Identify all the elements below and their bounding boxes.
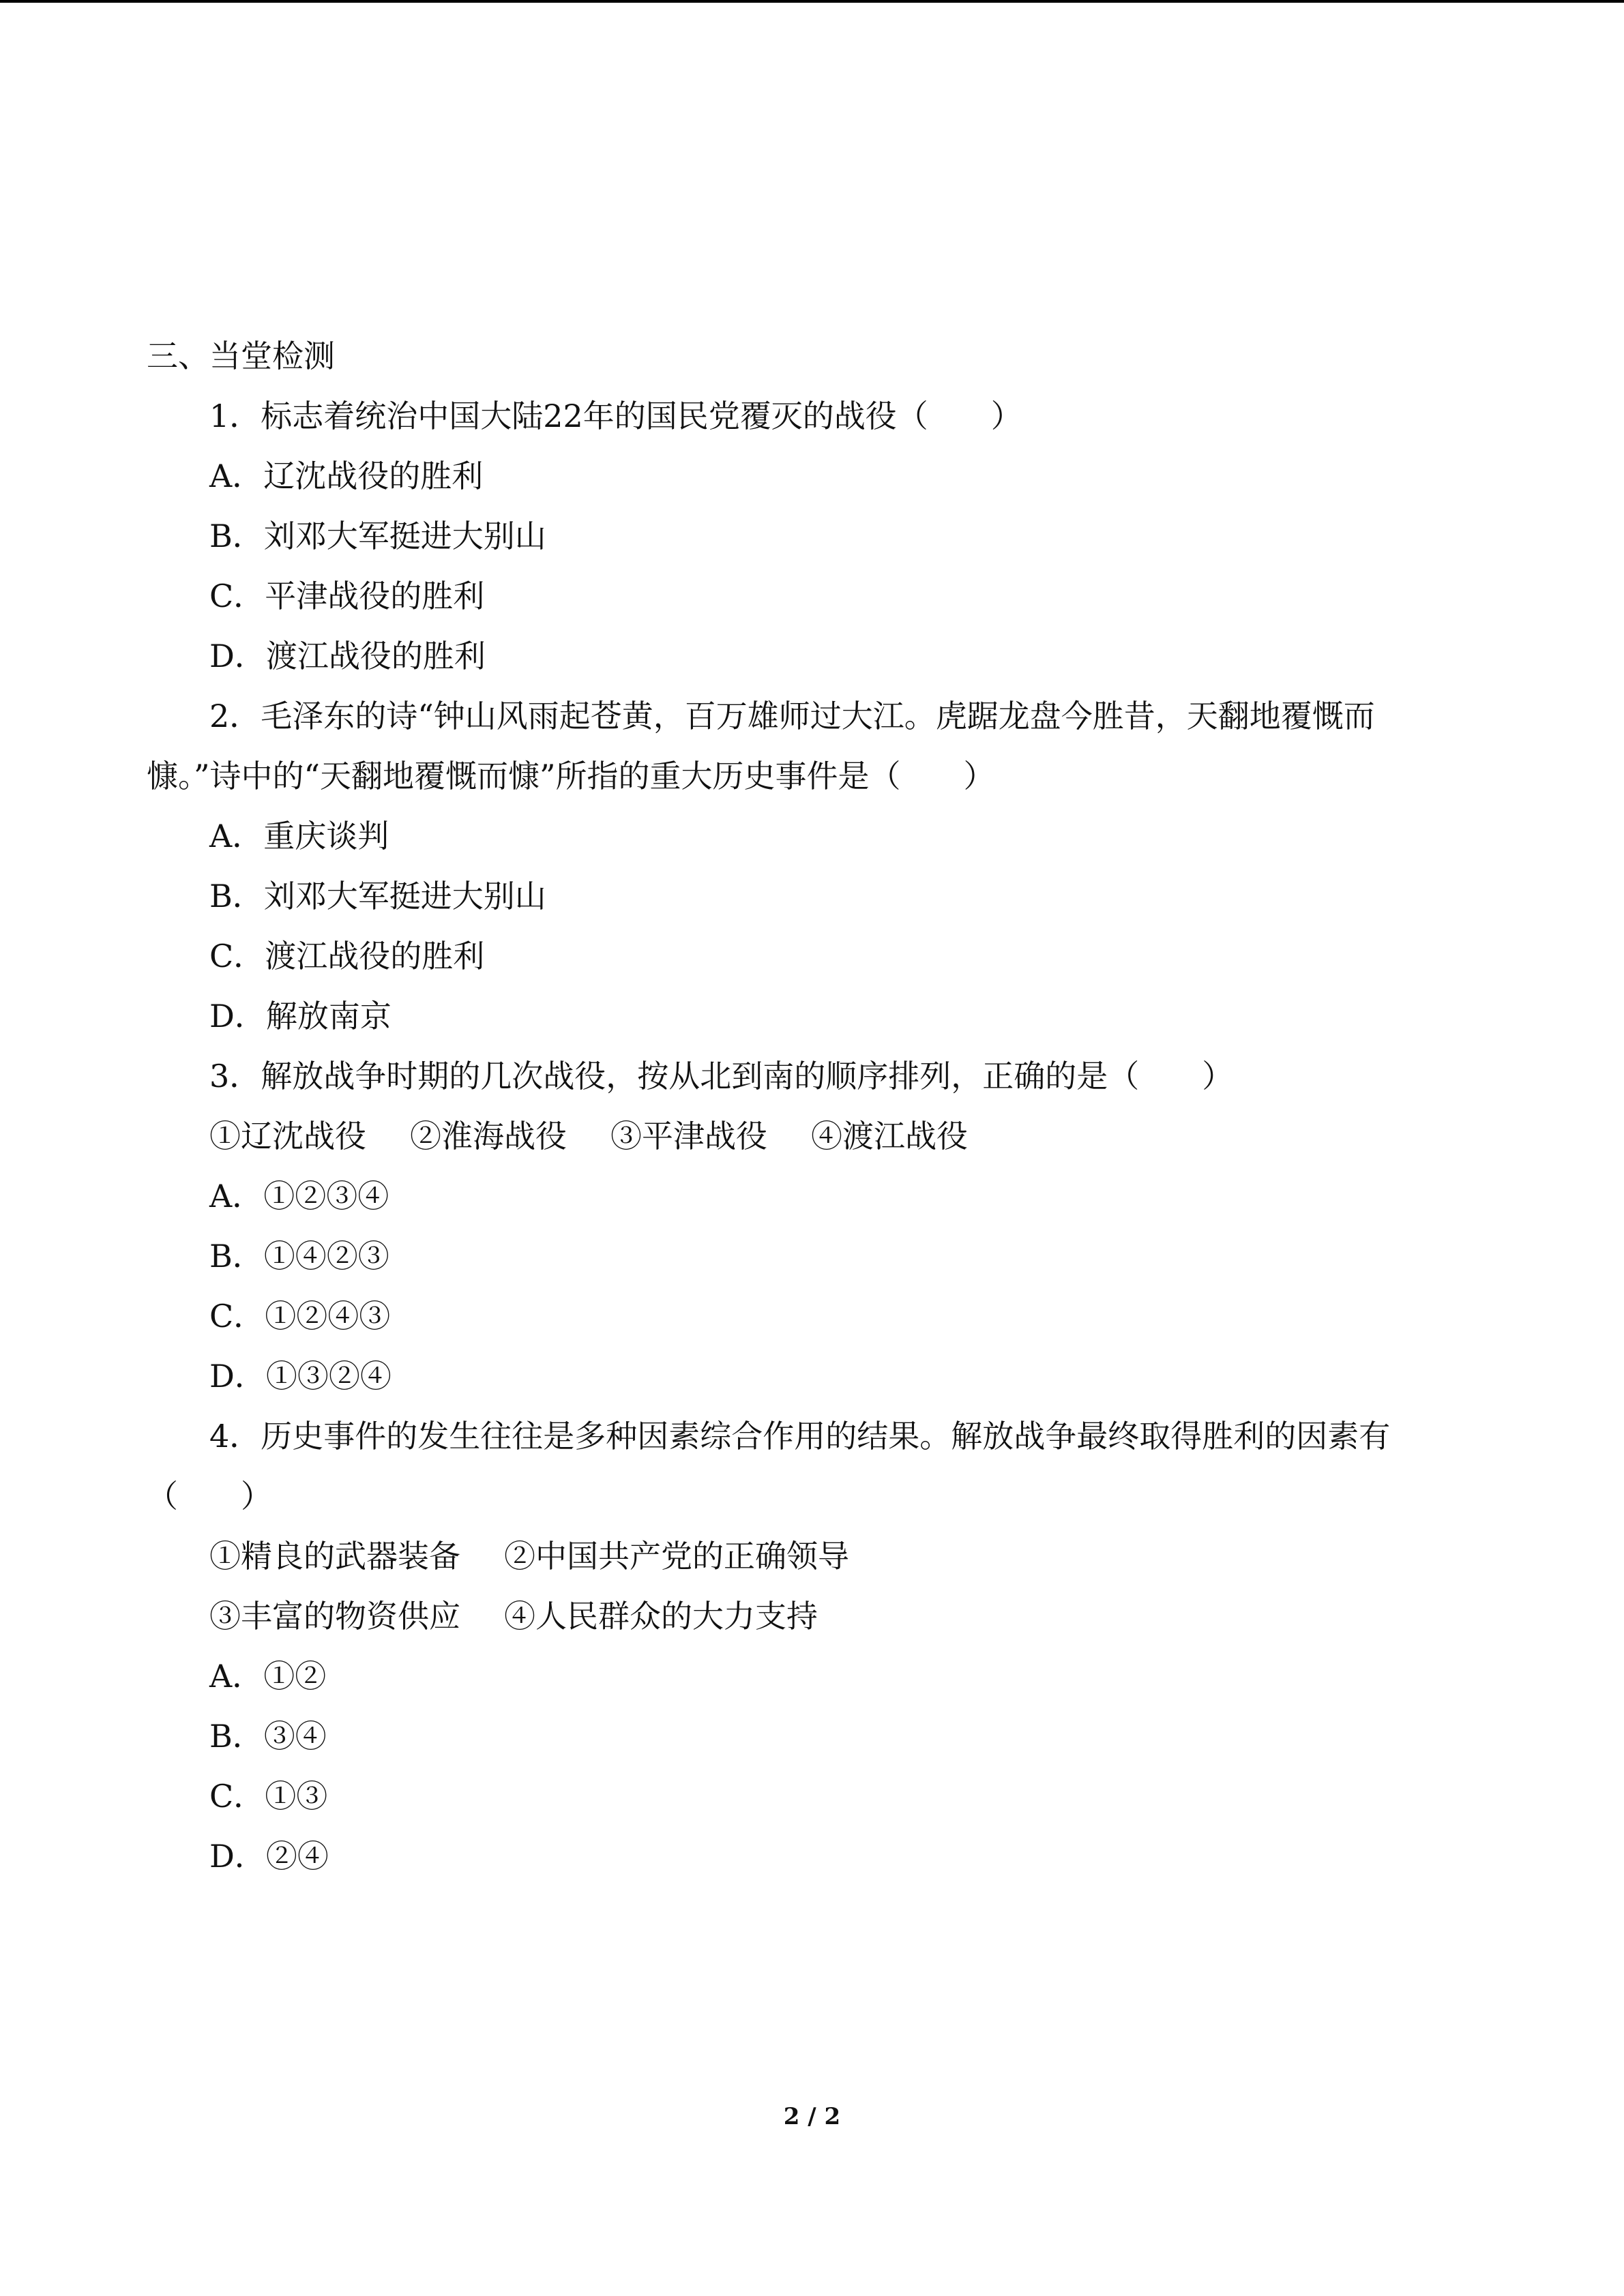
document-body: [147, 326, 1443, 1886]
question-item: ③丰富的物资供应: [209, 1598, 460, 1635]
question-stem: 2．毛泽东的诗“钟山风雨起苍黄，百万雄师过大江。虎踞龙盘今胜昔，天翻地覆慨而: [209, 698, 1375, 734]
answer-option: B．①④②③: [209, 1238, 389, 1274]
answer-option: A．①②③④: [209, 1178, 389, 1214]
question-items: [147, 1106, 1443, 1166]
question-stem-continued: （ ）: [147, 1478, 272, 1515]
question-stem: 1．标志着统治中国大陆22年的国民党覆灭的战役（ ）: [209, 398, 1022, 434]
page-number: 2 / 2: [783, 2103, 841, 2130]
question-1: [147, 386, 1443, 686]
answer-option: C．平津战役的胜利: [209, 578, 485, 614]
answer-option: D．①③②④: [209, 1358, 392, 1395]
question-stem: 4．历史事件的发生往往是多种因素综合作用的结果。解放战争最终取得胜利的因素有: [209, 1418, 1391, 1455]
question-items: [147, 1586, 1443, 1646]
question-3: [147, 1046, 1443, 1406]
section-title: 三、当堂检测: [147, 338, 335, 374]
question-item: ③平津战役: [610, 1118, 767, 1154]
question-stem: 3．解放战争时期的几次战役，按从北到南的顺序排列，正确的是（ ）: [209, 1058, 1234, 1094]
question-2: [147, 686, 1443, 1046]
answer-option: D．渡江战役的胜利: [209, 638, 486, 674]
answer-option: C．①③: [209, 1778, 328, 1815]
question-item: ①精良的武器装备: [209, 1538, 460, 1575]
question-item: ②中国共产党的正确领导: [504, 1538, 849, 1575]
answer-option: C．①②④③: [209, 1298, 391, 1335]
answer-option: B．刘邓大军挺进大别山: [209, 518, 546, 554]
answer-option: A．①②: [209, 1658, 327, 1695]
question-item: ②淮海战役: [410, 1118, 567, 1154]
question-items: [147, 1526, 1443, 1586]
answer-option: C．渡江战役的胜利: [209, 938, 485, 974]
question-stem-continued: 慷。”诗中的“天翻地覆慨而慷”所指的重大历史事件是（ ）: [147, 758, 995, 794]
answer-option: B．③④: [209, 1718, 327, 1755]
answer-option: D．②④: [209, 1838, 329, 1875]
question-item: ④人民群众的大力支持: [504, 1598, 818, 1635]
answer-option: A．辽沈战役的胜利: [209, 458, 484, 494]
question-4: [147, 1406, 1443, 1886]
question-item: ①辽沈战役: [209, 1118, 366, 1154]
answer-option: D．解放南京: [209, 998, 392, 1034]
answer-option: A．重庆谈判: [209, 818, 389, 854]
answer-option: B．刘邓大军挺进大别山: [209, 878, 546, 914]
page-top-border: [0, 0, 1624, 3]
question-item: ④渡江战役: [811, 1118, 968, 1154]
